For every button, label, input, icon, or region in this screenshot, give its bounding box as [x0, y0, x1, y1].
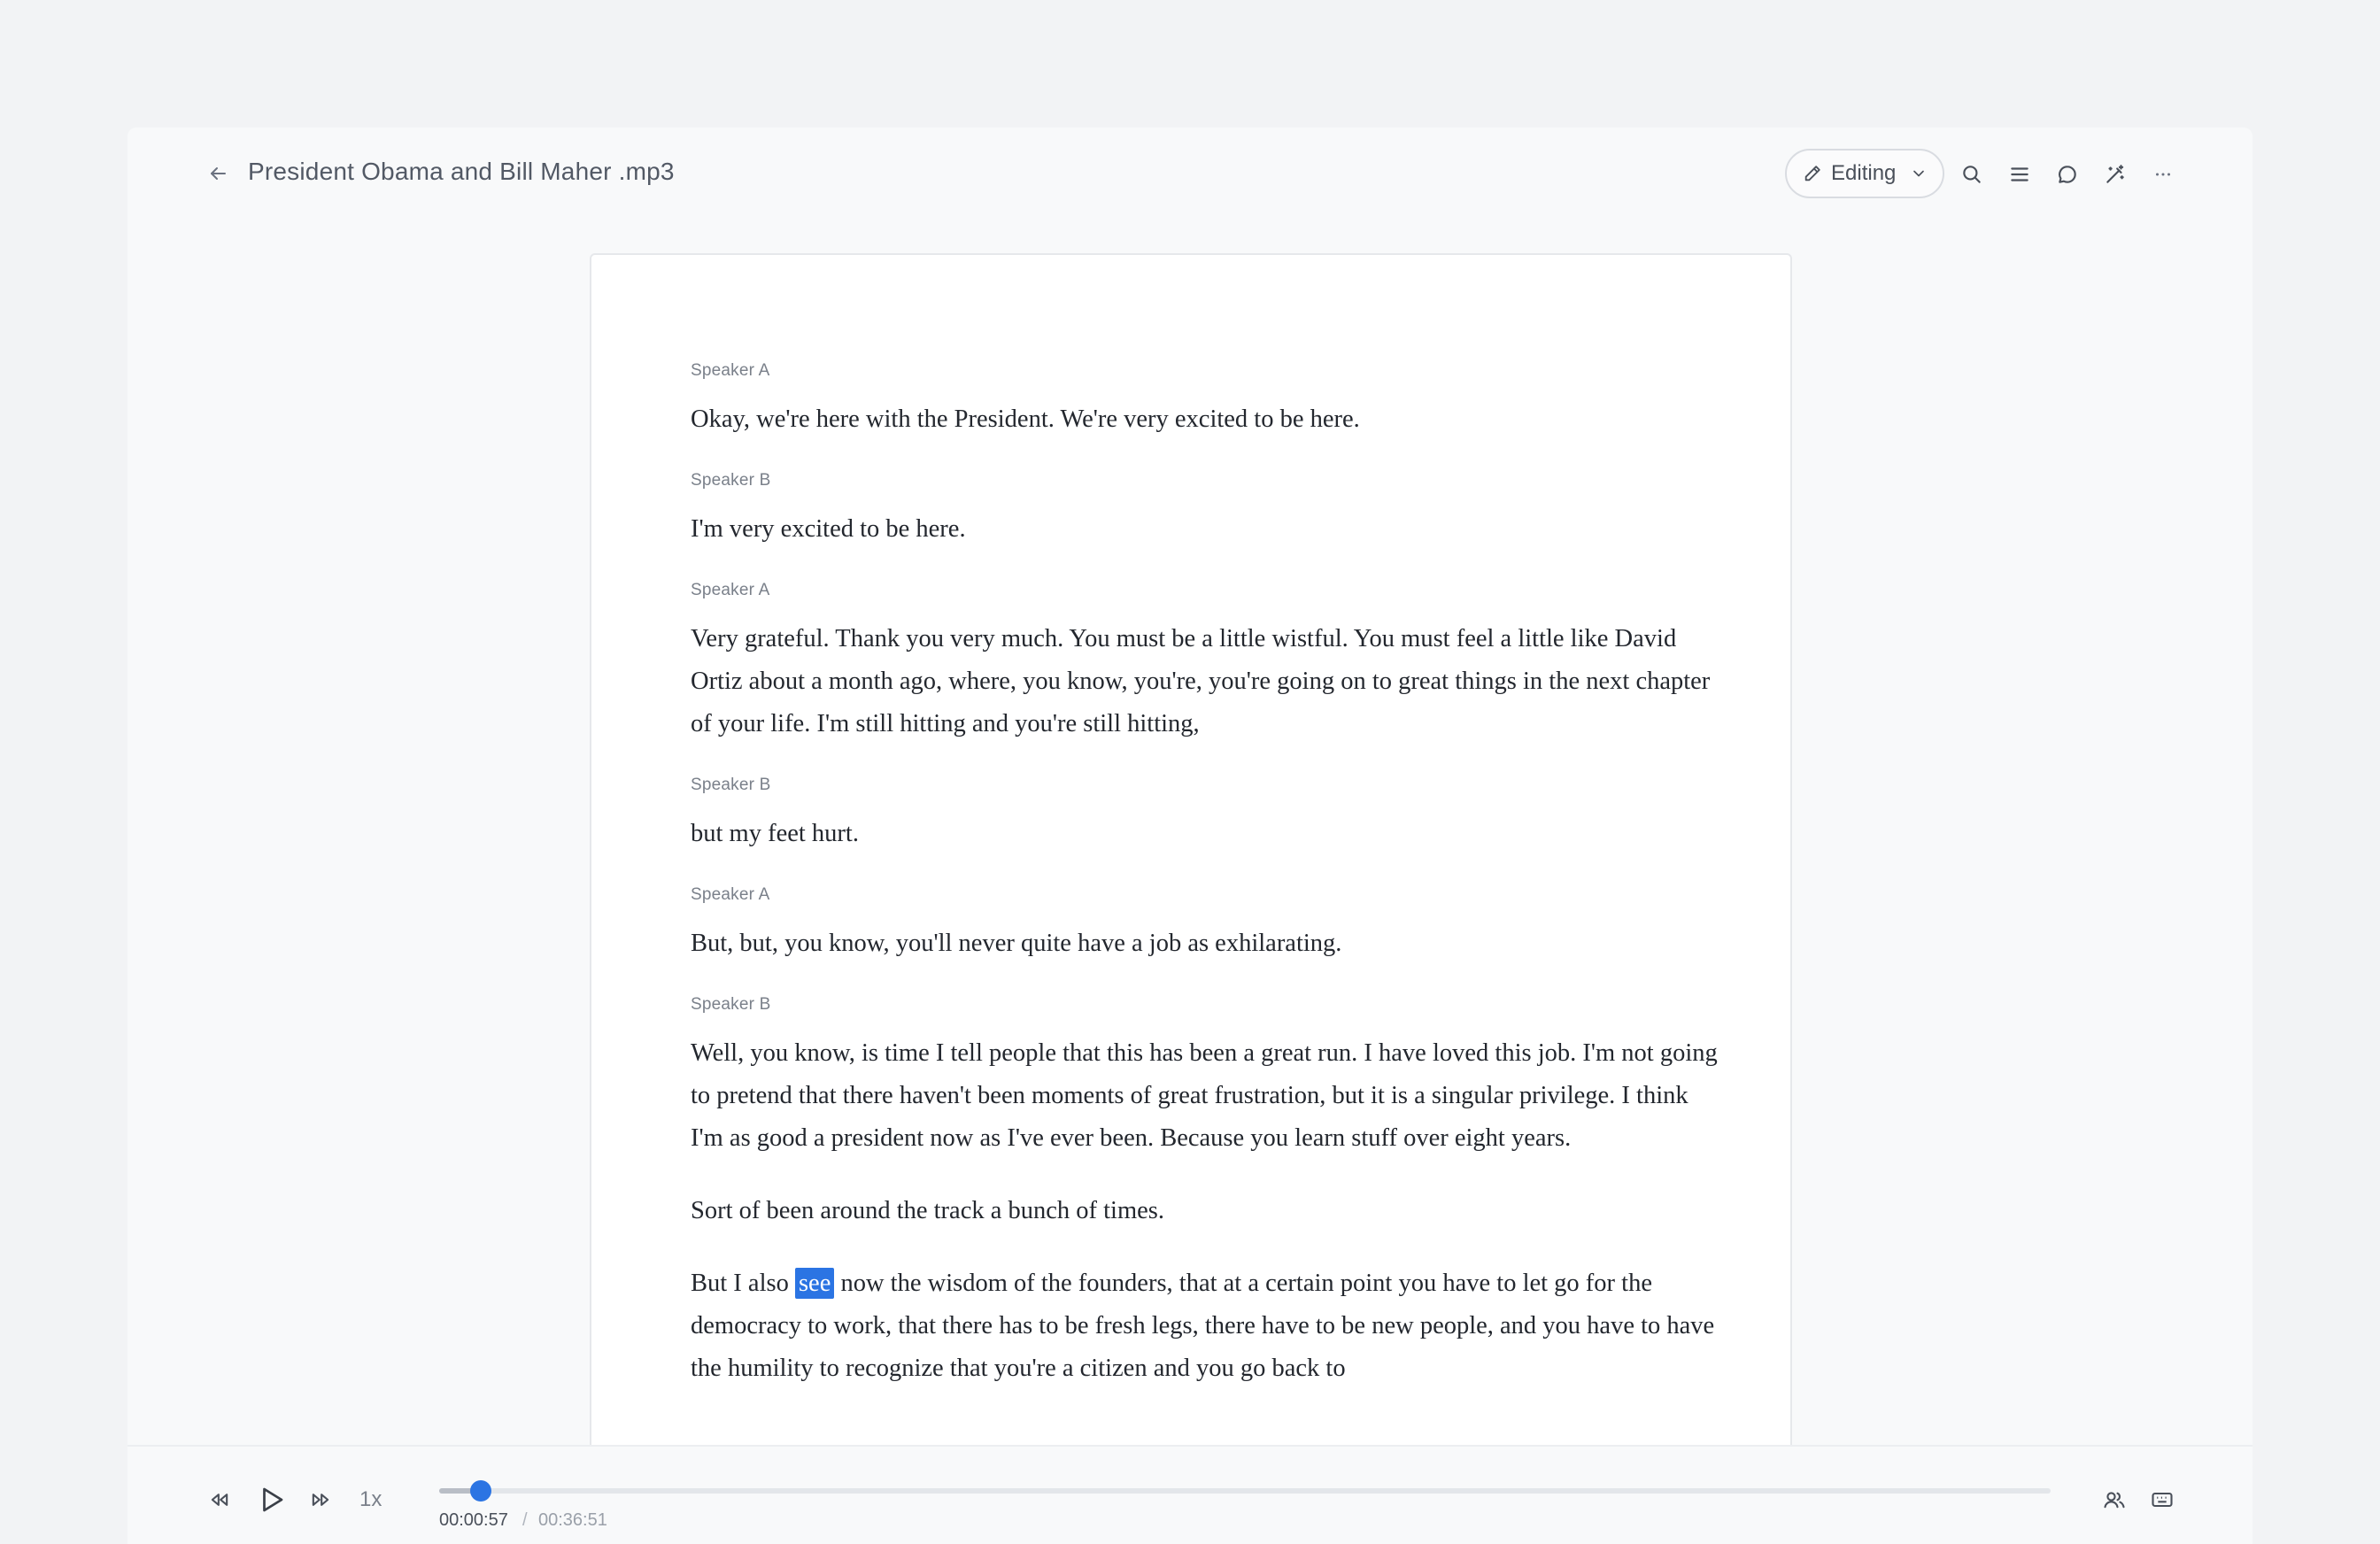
playback-speed[interactable]: 1x [359, 1487, 382, 1511]
ai-tools-button[interactable] [2100, 159, 2130, 189]
keyboard-icon [2150, 1487, 2175, 1512]
more-button[interactable] [2148, 159, 2178, 189]
arrow-left-icon [207, 163, 228, 184]
play-icon [255, 1484, 287, 1516]
comment-icon [2056, 163, 2079, 186]
rewind-icon [207, 1487, 232, 1512]
comments-button[interactable] [2052, 159, 2082, 189]
speaker-label[interactable]: Speaker A [691, 885, 770, 904]
paragraph-text: now the wisdom of the founders, that at a certain point you have to let go for the democracy to work, that there has to be fresh legs, there have to be new people, and you have to have the humility to recognize that you're a citizen and you go back to [691, 1270, 1715, 1382]
outline-button[interactable] [2005, 159, 2035, 189]
speaker-block [691, 776, 1718, 855]
speaker-label[interactable]: Speaker B [691, 471, 771, 490]
back-button[interactable] [204, 159, 232, 188]
search-button[interactable] [1957, 159, 1987, 189]
fast-forward-icon [308, 1487, 333, 1512]
play-button[interactable] [253, 1482, 289, 1517]
progress-track[interactable] [439, 1488, 2051, 1494]
speaker-label[interactable]: Speaker A [691, 581, 770, 599]
speaker-label[interactable]: Speaker A [691, 361, 770, 380]
speakers-button[interactable] [2098, 1482, 2130, 1517]
magic-wand-icon [2104, 163, 2127, 186]
header [128, 127, 2252, 220]
time-separator: / [522, 1510, 528, 1530]
more-icon [2152, 163, 2175, 186]
transcript-paragraph[interactable]: But, but, you know, you'll never quite have a job as exhilarating. [691, 930, 1342, 957]
total-time: 00:36:51 [538, 1510, 607, 1530]
transcript-paragraph[interactable]: Okay, we're here with the President. We're very excited to be here. [691, 405, 1360, 433]
speakers-icon [2102, 1487, 2127, 1512]
speaker-block [691, 361, 1718, 441]
current-time: 00:00:57 [439, 1510, 508, 1530]
list-icon [2008, 163, 2031, 186]
transcript-paragraph[interactable]: I'm very excited to be here. [691, 515, 966, 543]
transcript-paragraph[interactable] [691, 1262, 1718, 1390]
search-icon [1960, 163, 1983, 186]
editing-mode-label: Editing [1831, 161, 1897, 185]
audio-player [128, 1445, 2252, 1544]
file-title: President Obama and Bill Maher .mp3 [248, 158, 675, 185]
fast-forward-button[interactable] [305, 1482, 336, 1517]
transcript-paragraph[interactable]: Sort of been around the track a bunch of times. [691, 1197, 1165, 1224]
highlighted-word[interactable]: see [795, 1268, 834, 1299]
chevron-down-icon [1910, 165, 1928, 182]
transcript-document[interactable] [590, 253, 1792, 1544]
speaker-block [691, 995, 1718, 1390]
progress-thumb[interactable] [470, 1480, 491, 1502]
editing-mode-dropdown[interactable] [1785, 149, 1944, 198]
transcript-body [691, 361, 1718, 1420]
speaker-block [691, 581, 1718, 745]
speaker-block [691, 471, 1718, 551]
speaker-label[interactable]: Speaker B [691, 995, 771, 1014]
transcript-paragraph[interactable]: Very grateful. Thank you very much. You must be a little wistful. You must feel a little like David Ortiz about a month ago, where, you know, you're, you're going on to great things in the next chapter of your life. I'm still hitting and you're still hitting, [691, 625, 1711, 737]
paragraph-text: But I also [691, 1270, 795, 1297]
speaker-block [691, 885, 1718, 965]
app-window [128, 127, 2252, 1544]
keyboard-shortcuts-button[interactable] [2146, 1482, 2178, 1517]
transcript-paragraph[interactable]: but my feet hurt. [691, 820, 859, 847]
speaker-label[interactable]: Speaker B [691, 776, 771, 794]
transcript-paragraph[interactable]: Well, you know, is time I tell people that this has been a great run. I have loved this job. I'm not going to pretend that there haven't been moments of great frustration, but it is a singular privilege. I think I'm as good a president now as I've ever been. Because you learn stuff over eight years. [691, 1039, 1718, 1152]
rewind-button[interactable] [204, 1482, 236, 1517]
pencil-icon [1803, 164, 1822, 183]
